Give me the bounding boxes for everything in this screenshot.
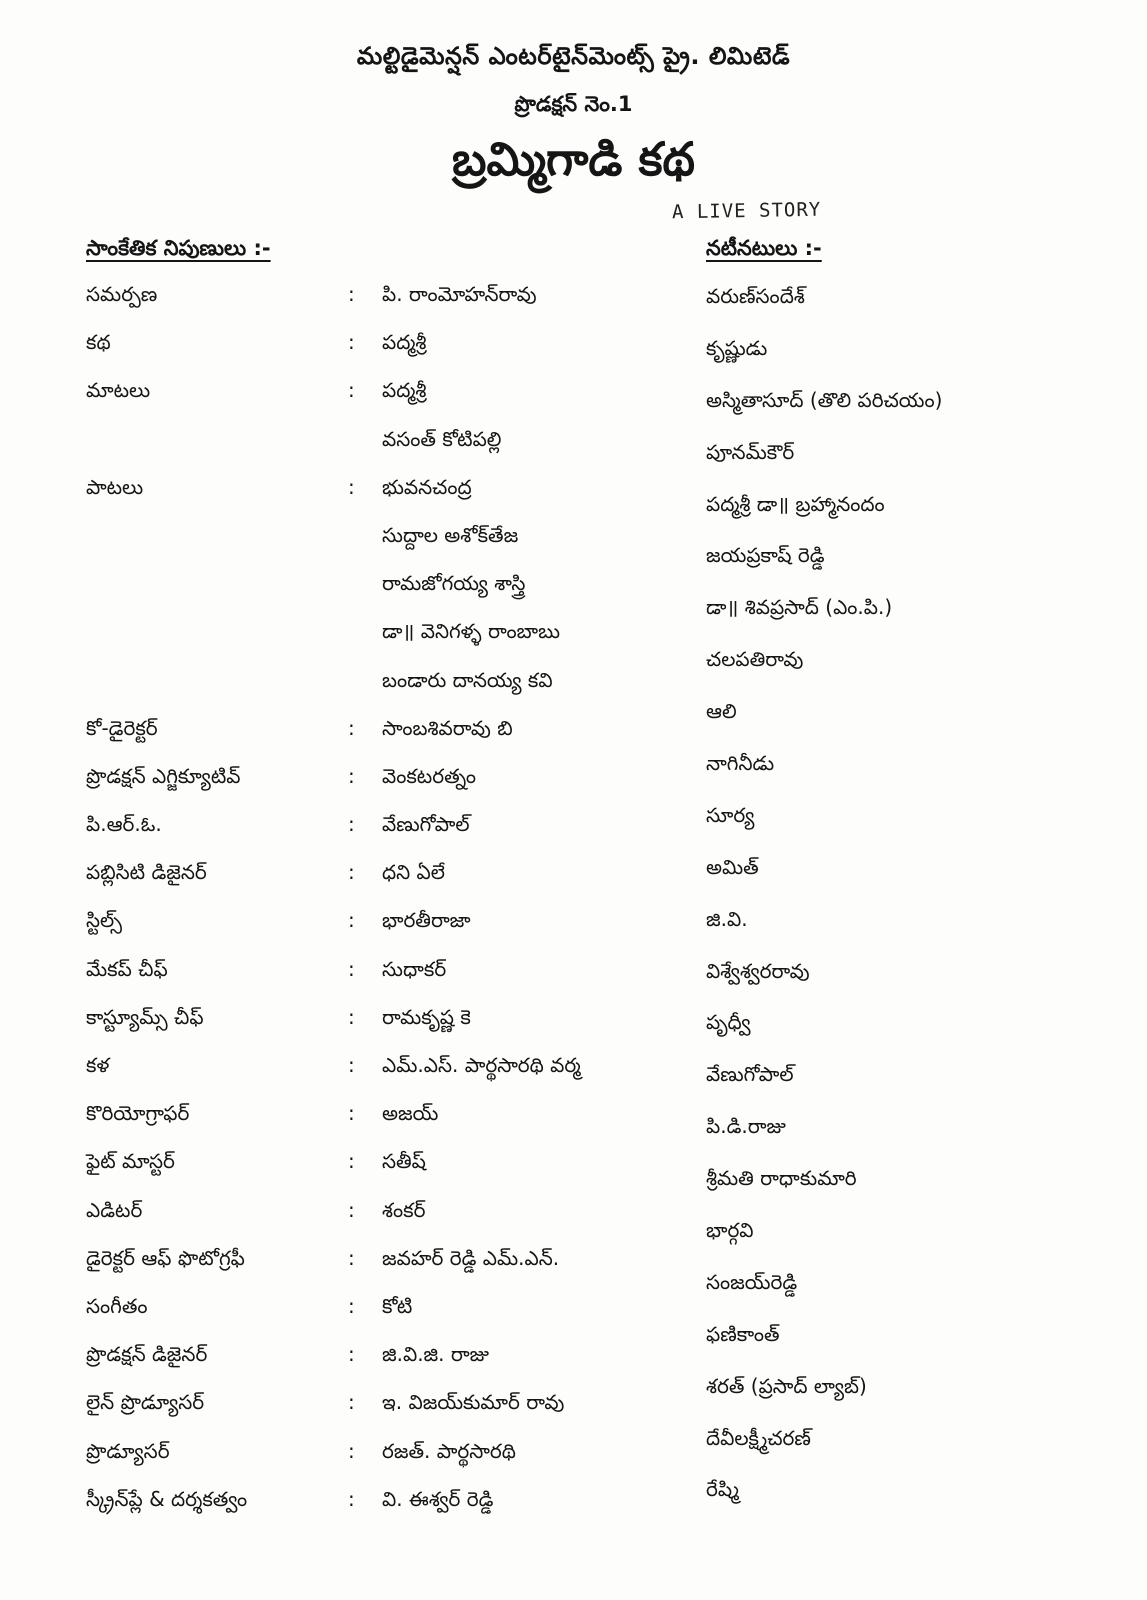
crew-role: కళ <box>86 1053 110 1077</box>
cast-member: సూర్య <box>706 802 755 827</box>
cast-member: వరుణ్‌సందేశ్ <box>706 284 805 308</box>
crew-row <box>86 1342 686 1390</box>
cast-member: శ్రీమతి రాధాకుమారి <box>706 1166 857 1191</box>
crew-separator: : <box>348 860 355 885</box>
crew-name: ఎమ్.ఎస్. పార్థసారథి వర్మ <box>382 1053 581 1077</box>
cast-member: ఆలి <box>706 699 737 724</box>
crew-separator: : <box>348 908 355 933</box>
crew-separator: : <box>348 474 355 499</box>
crew-name: సుద్దాల అశోక్‌తేజ <box>382 522 519 547</box>
cast-member: రేష్మి <box>706 1477 739 1502</box>
crew-separator: : <box>348 1486 355 1511</box>
crew-row <box>86 1149 686 1197</box>
crew-role: కొరియోగ్రాఫర్ <box>86 1101 190 1126</box>
crew-separator: : <box>348 1293 355 1318</box>
crew-row <box>86 1390 686 1438</box>
crew-separator: : <box>348 330 355 355</box>
crew-role: ఎడిటర్ <box>86 1197 143 1222</box>
crew-name: పి. రాంమోహన్‌రావు <box>382 282 537 306</box>
crew-name: పద్మశ్రీ <box>382 378 427 403</box>
company-name: మల్టిడైమెన్షన్ ఎంటర్‌టైన్‌మెంట్స్ ప్రై. లిమిటెడ్ <box>356 42 791 70</box>
crew-role: మేకప్ చీఫ్ <box>86 956 168 981</box>
crew-row <box>86 571 686 619</box>
crew-row <box>86 619 686 667</box>
cast-member: డా॥ శివప్రసాద్ (ఎం.పి.) <box>706 595 893 620</box>
crew-name: ధని ఏలే <box>382 860 445 885</box>
crew-name: రజత్. పార్థసారథి <box>382 1438 516 1463</box>
technicians-heading: సాంకేతిక నిపుణులు :- <box>86 236 271 260</box>
crew-name: వసంత్ కోటిపల్లి <box>382 426 502 451</box>
crew-name: రామజోగయ్య శాస్త్రి <box>382 571 526 596</box>
crew-name: భారతీరాజా <box>382 908 471 933</box>
crew-name: సతీష్ <box>382 1149 426 1174</box>
crew-role: పాటలు <box>86 474 144 499</box>
cast-member: వేణుగోపాల్ <box>706 1062 794 1087</box>
crew-role: స్టిల్స్ <box>86 908 122 933</box>
crew-separator: : <box>348 1197 355 1222</box>
cast-member: భార్గవి <box>706 1218 754 1243</box>
cast-member: జయప్రకాష్ రెడ్డి <box>706 543 825 568</box>
crew-separator: : <box>348 282 355 306</box>
cast-member: ఫణికాంత్ <box>706 1321 780 1346</box>
crew-name: శంకర్ <box>382 1197 426 1222</box>
crew-role: కథ <box>86 330 111 355</box>
crew-separator: : <box>348 1101 355 1126</box>
crew-row <box>86 812 686 860</box>
crew-row <box>86 860 686 908</box>
cast-member: అస్మితాసూద్ (తొలి పరిచయం) <box>706 387 943 412</box>
cast-member: పూనమ్‌కౌర్ <box>706 439 795 464</box>
crew-role: ఫైట్ మాస్టర్ <box>86 1149 175 1174</box>
crew-name: భువనచంద్ర <box>382 474 472 499</box>
cast-list <box>706 284 1106 1529</box>
crew-row <box>86 378 686 426</box>
crew-name: కోటి <box>382 1293 413 1318</box>
handwritten-note: A LIVE STORY <box>671 198 822 224</box>
crew-role: పబ్లిసిటి డిజైనర్ <box>86 860 207 885</box>
crew-role: ప్రొడక్షన్ ఎగ్జిక్యూటివ్ <box>86 763 241 788</box>
film-title: బ్రమ్మిగాడి కథ <box>452 132 695 186</box>
production-number: ప్రొడక్షన్ నెం.1 <box>514 92 633 116</box>
crew-separator: : <box>348 1438 355 1463</box>
crew-separator: : <box>348 763 355 788</box>
crew-name: అజయ్ <box>382 1101 439 1126</box>
crew-row <box>86 1294 686 1342</box>
crew-role: కాస్ట్యూమ్స్ చీఫ్ <box>86 1004 204 1029</box>
crew-row <box>86 1101 686 1149</box>
crew-row <box>86 764 686 812</box>
crew-separator: : <box>348 1390 355 1415</box>
crew-role: ప్రొడ్యూసర్ <box>86 1438 170 1463</box>
crew-separator: : <box>348 715 355 740</box>
crew-role: సమర్పణ <box>86 282 158 306</box>
crew-name: జవహర్ రెడ్డి ఎమ్.ఎన్. <box>382 1245 560 1270</box>
crew-name: వెంకటరత్నం <box>382 763 476 788</box>
crew-row <box>86 1487 686 1535</box>
crew-name: రామకృష్ణ కె <box>382 1004 471 1029</box>
crew-row <box>86 1246 686 1294</box>
crew-row <box>86 427 686 475</box>
crew-name: సాంబశివరావు బి <box>382 715 513 740</box>
crew-row <box>86 523 686 571</box>
crew-name: పద్మశ్రీ <box>382 330 427 355</box>
cast-member: కృష్ణుడు <box>706 335 768 360</box>
cast-member: పద్మశ్రీ డా॥ బ్రహ్మానందం <box>706 491 885 516</box>
crew-separator: : <box>348 956 355 981</box>
crew-row <box>86 1053 686 1101</box>
crew-name: సుధాకర్ <box>382 956 447 981</box>
crew-separator: : <box>348 1149 355 1174</box>
crew-row <box>86 908 686 956</box>
crew-name: బండారు దానయ్య కవి <box>382 667 553 692</box>
crew-role: పి.ఆర్.ఓ. <box>86 812 162 837</box>
cast-heading: నటీనటులు :- <box>706 236 822 260</box>
crew-row <box>86 330 686 378</box>
crew-row <box>86 282 686 330</box>
crew-name: ఇ. విజయ్‌కుమార్ రావు <box>382 1390 565 1415</box>
crew-separator: : <box>348 1342 355 1367</box>
crew-role: కో-డైరెక్టర్ <box>86 715 158 740</box>
crew-separator: : <box>348 1245 355 1270</box>
crew-row <box>86 957 686 1005</box>
cast-member: పృధ్వీ <box>706 1010 751 1035</box>
crew-name: జి.వి.జి. రాజు <box>382 1342 489 1367</box>
crew-row <box>86 668 686 716</box>
cast-member: చలపతిరావు <box>706 647 804 672</box>
cast-member: జి.వి. <box>706 906 748 931</box>
crew-role: స్క్రీన్‌ప్లే & దర్శకత్వం <box>86 1486 248 1511</box>
crew-row <box>86 1439 686 1487</box>
cast-member: పి.డి.రాజు <box>706 1114 786 1139</box>
crew-role: సంగీతం <box>86 1293 148 1318</box>
crew-row <box>86 475 686 523</box>
cast-member: సంజయ్‌రెడ్డి <box>706 1269 798 1294</box>
crew-name: డా॥ వెనిగళ్ళ రాంబాబు <box>382 619 561 644</box>
cast-member: దేవీలక్ష్మీచరణ్ <box>706 1425 811 1450</box>
crew-separator: : <box>348 1004 355 1029</box>
crew-name: వేణుగోపాల్ <box>382 812 470 837</box>
crew-row <box>86 1198 686 1246</box>
cast-member: అమిత్ <box>706 854 759 879</box>
cast-member: విశ్వేశ్వరరావు <box>706 958 810 983</box>
crew-separator: : <box>348 378 355 403</box>
crew-separator: : <box>348 812 355 837</box>
crew-role: ప్రొడక్షన్ డిజైనర్ <box>86 1342 208 1367</box>
crew-role: మాటలు <box>86 378 151 403</box>
cast-member: శరత్ (ప్రసాద్ ల్యాబ్) <box>706 1373 867 1398</box>
crew-role: లైన్ ప్రొడ్యూసర్ <box>86 1390 205 1415</box>
crew-row <box>86 716 686 764</box>
crew-role: డైరెక్టర్ ఆఫ్ ఫొటోగ్రఫీ <box>86 1245 245 1270</box>
crew-name: వి. ఈశ్వర్ రెడ్డి <box>382 1486 494 1511</box>
crew-row <box>86 1005 686 1053</box>
crew-separator: : <box>348 1053 355 1077</box>
crew-list <box>86 282 686 1535</box>
cast-member: నాగినీడు <box>706 751 775 776</box>
